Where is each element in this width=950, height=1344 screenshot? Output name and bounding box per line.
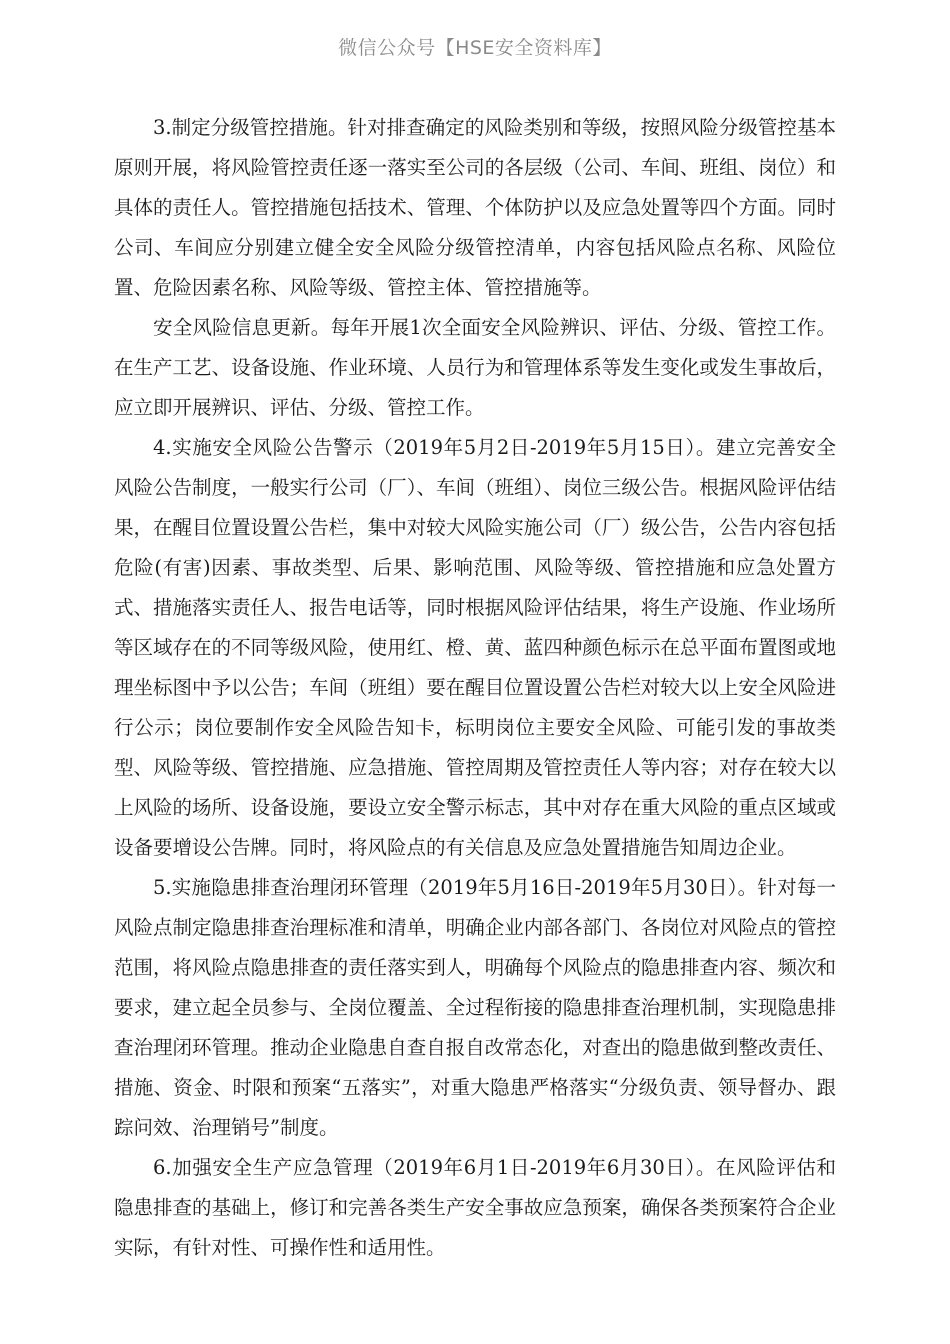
paragraph-risk-info-update: 安全风险信息更新。每年开展1次全面安全风险辨识、评估、分级、管控工作。在生产工艺、设备设施、作业环境、人员行为和管理体系等发生变化或发生事故后，应立即开展辨识、评估、分级、管控工作。 bbox=[114, 316, 836, 419]
document-body bbox=[114, 108, 836, 1268]
paragraph-emergency-management: 6.加强安全生产应急管理（2019年6月1日-2019年6月30日）。在风险评估和隐患排查的基础上，修订和完善各类生产安全事故应急预案，确保各类预案符合企业实际，有针对性、可操作性和适用性。 bbox=[114, 1156, 836, 1259]
paragraph-risk-control-measures: 3.制定分级管控措施。针对排查确定的风险类别和等级，按照风险分级管控基本原则开展，将风险管控责任逐一落实至公司的各层级（公司、车间、班组、岗位）和具体的责任人。管控措施包括技术、管理、个体防护以及应急处置等四个方面。同时公司、车间应分别建立健全安全风险分级管控清单，内容包括风险点名称、风险位置、危险因素名称、风险等级、管控主体、管控措施等。 bbox=[114, 116, 836, 299]
watermark-header: 微信公众号【HSE安全资料库】 bbox=[338, 37, 612, 59]
paragraph-hazard-management: 5.实施隐患排查治理闭环管理（2019年5月16日-2019年5月30日）。针对每一风险点制定隐患排查治理标准和清单，明确企业内部各部门、各岗位对风险点的管控范围，将风险点隐患排查的责任落实到人，明确每个风险点的隐患排查内容、频次和要求，建立起全员参与、全岗位覆盖、全过程衔接的隐患排查治理机制，实现隐患排查治理闭环管理。推动企业隐患自查自报自改常态化，对查出的隐患做到整改责任、措施、资金、时限和预案“五落实”，对重大隐患严格落实“分级负责、领导督办、跟踪问效、治理销号”制度。 bbox=[114, 876, 836, 1139]
paragraph-risk-announcement: 4.实施安全风险公告警示（2019年5月2日-2019年5月15日）。建立完善安全风险公告制度，一般实行公司（厂）、车间（班组）、岗位三级公告。根据风险评估结果，在醒目位置设置公告栏，集中对较大风险实施公司（厂）级公告，公告内容包括危险(有害)因素、事故类型、后果、影响范围、风险等级、管控措施和应急处置方式、措施落实责任人、报告电话等，同时根据风险评估结果，将生产设施、作业场所等区域存在的不同等级风险，使用红、橙、黄、蓝四种颜色标示在总平面布置图或地理坐标图中予以公告；车间（班组）要在醒目位置设置公告栏对较大以上安全风险进行公示；岗位要制作安全风险告知卡，标明岗位主要安全风险、可能引发的事故类型、风险等级、管控措施、应急措施、管控周期及管控责任人等内容；对存在较大以上风险的场所、设备设施，要设立安全警示标志，其中对存在重大风险的重点区域或设备要增设公告牌。同时，将风险点的有关信息及应急处置措施告知周边企业。 bbox=[114, 436, 836, 859]
